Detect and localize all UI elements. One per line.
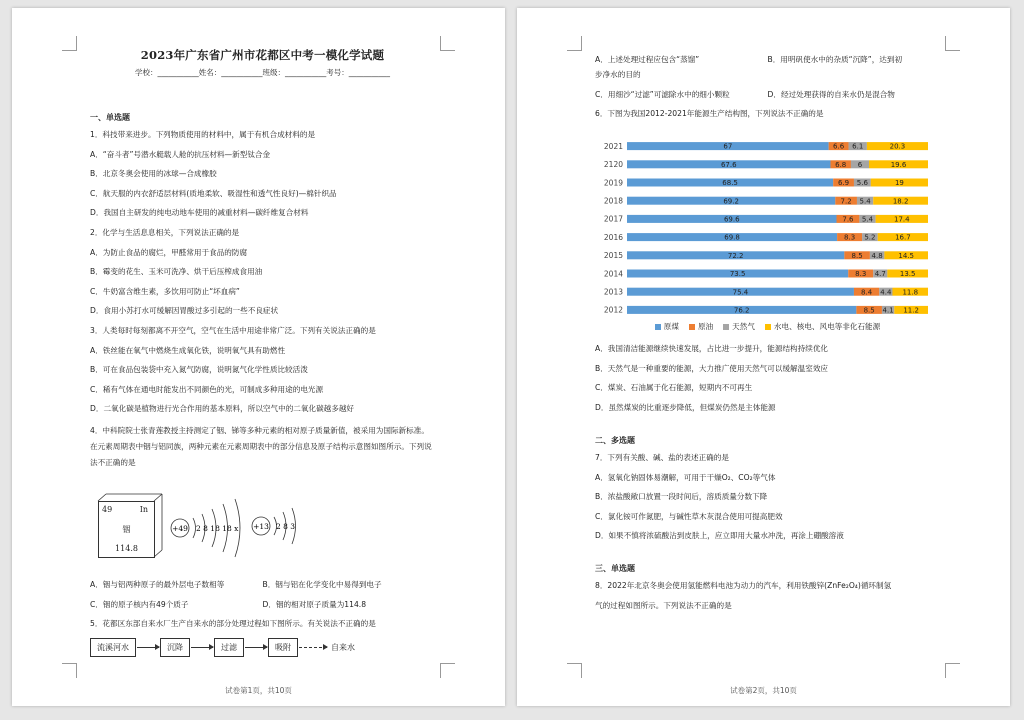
chart-data-label: 19 — [894, 179, 904, 188]
option: D．铟的相对原子质量为114.8 — [262, 599, 367, 609]
option: B．天然气是一种重要的能源，大力推广使用天然气可以缓解温室效应 — [595, 363, 829, 373]
option: D．虽然煤炭的比重逐步降低，但煤炭仍然是主体能源 — [595, 402, 776, 412]
flow-arrow — [245, 647, 267, 648]
flow-step-sedimentation: 沉降 — [160, 638, 190, 657]
chart-legend — [595, 321, 940, 332]
legend-item — [723, 321, 755, 332]
option: B．北京冬奥会使用的冰球—合成橡胶 — [90, 169, 217, 179]
option: B．浓盐酸敞口放置一段时间后，溶质质量分数下降 — [595, 492, 768, 502]
page-2-content — [595, 54, 940, 620]
chart-data-label: 73.5 — [729, 270, 746, 279]
option: C．稀有气体在通电时能发出不同颜色的光，可制成多种用途的电光源 — [90, 384, 324, 394]
chart-data-label: 17.4 — [894, 215, 910, 224]
chart-category-label: 2015 — [603, 251, 623, 261]
page-corner-mark — [440, 663, 455, 678]
option-row — [595, 89, 940, 100]
chart-data-label: 5.4 — [861, 215, 874, 224]
option: B．霉变的花生、玉米可洗净、烘干后压榨成食用油 — [90, 267, 263, 277]
indium-electron-shells: 2 8 18 18 x — [196, 523, 239, 533]
chart-data-label: 6.9 — [837, 179, 850, 188]
legend-item — [765, 321, 880, 332]
flow-step-adsorption: 吸附 — [268, 638, 298, 657]
option-row — [595, 54, 940, 65]
chart-data-label: 69.2 — [723, 197, 739, 206]
chart-category-label: 2016 — [603, 233, 623, 243]
chart-data-label: 18.2 — [892, 197, 909, 206]
flow-arrow — [191, 647, 213, 648]
chart-category-label: 2019 — [603, 178, 623, 188]
energy-structure-chart — [595, 133, 940, 333]
chart-data-label: 8.3 — [844, 233, 856, 242]
chart-data-label: 8.3 — [855, 270, 867, 279]
option: B．可在食品包装袋中充入氮气防腐，说明氮气化学性质比较活泼 — [90, 365, 308, 375]
option: C．氯化铵可作氮肥，与碱性草木灰混合使用可提高肥效 — [595, 511, 783, 521]
chart-category-label: 2014 — [603, 269, 623, 279]
water-treatment-flow — [90, 638, 435, 657]
page-corner-mark — [440, 36, 455, 51]
chart-data-label: 72.2 — [727, 252, 744, 261]
legend-swatch — [655, 324, 661, 330]
option: A．上述处理过程应包含“蒸馏” — [595, 55, 700, 64]
question-stem: 4．中科院院士张青莲教授主持测定了铟、锑等多种元素的相对原子质量新值，被采用为国际新标准。在元素周期表中铟与铝同族，两种元素在元素周期表中的部分信息及原子结构示意图如图所示。下列说法不正确的是 — [90, 425, 432, 467]
legend-swatch — [765, 324, 771, 330]
question-stem: 7．下列有关酸、碱、盐的表述正确的是 — [595, 452, 729, 462]
chart-data-label: 76.2 — [733, 306, 750, 315]
section-heading: 三、单选题 — [595, 564, 635, 574]
chart-data-label: 8.4 — [861, 288, 873, 297]
page-corner-mark — [567, 36, 582, 51]
chart-category-label: 2012 — [603, 305, 623, 315]
question-stem: 5．花都区东部自来水厂生产自来水的部分处理过程如下图所示。有关说法不正确的是 — [90, 619, 376, 629]
student-info-line: 学校：___________姓名：___________班级：___________考号：___________ — [135, 68, 390, 77]
flow-step-river-water: 流溪河水 — [90, 638, 136, 657]
page-footer: 试卷第2页，共10页 — [730, 686, 797, 695]
chart-data-label: 4.7 — [874, 270, 886, 279]
option: A．氢氧化钠固体易潮解，可用于干燥O₂、CO₂等气体 — [595, 472, 776, 482]
option: A．我国清洁能源继续快速发展，占比进一步提升，能源结构持续优化 — [595, 344, 829, 354]
chart-data-label: 20.3 — [889, 142, 906, 151]
option: D．如果不慎将浓硫酸沾到皮肤上，应立即用大量水冲洗，再涂上硼酸溶液 — [595, 531, 844, 541]
element-symbol: In — [139, 504, 148, 514]
legend-label: 原煤 — [663, 322, 679, 332]
stacked-bar-chart — [595, 133, 940, 319]
question-stem: 6．下图为我国2012-2021年能源生产结构图，下列说法不正确的是 — [595, 109, 824, 119]
legend-swatch — [723, 324, 729, 330]
chart-data-label: 11.2 — [903, 306, 919, 315]
flow-arrow-dashed — [299, 647, 327, 648]
page-1-content — [90, 50, 435, 657]
flow-step-filtration: 过滤 — [214, 638, 244, 657]
element-name: 铟 — [122, 524, 131, 534]
chart-data-label: 6.8 — [835, 161, 847, 170]
page-1 — [12, 8, 505, 706]
chart-data-label: 5.4 — [859, 197, 871, 206]
question-stem: 2．化学与生活息息相关，下列说法正确的是 — [90, 227, 240, 237]
chart-data-label: 69.6 — [723, 215, 740, 224]
chart-data-label: 4.8 — [871, 252, 883, 261]
option: D．食用小苏打水可缓解因胃酸过多引起的一些不良症状 — [90, 306, 279, 316]
cube-depth-lines — [98, 494, 162, 557]
option-continued: 步净水的目的 — [595, 70, 641, 79]
page-corner-mark — [945, 36, 960, 51]
page-corner-mark — [62, 663, 77, 678]
chart-data-label: 8.5 — [851, 252, 863, 261]
chart-data-label: 6.6 — [833, 142, 845, 151]
option: C．牛奶富含维生素，多饮用可防止“坏血病” — [90, 286, 240, 296]
legend-label: 原油 — [697, 322, 714, 332]
chart-data-label: 16.7 — [895, 233, 911, 242]
chart-data-label: 14.5 — [898, 252, 914, 261]
chart-data-label: 11.8 — [902, 288, 919, 297]
legend-item — [689, 321, 713, 332]
chart-data-label: 7.6 — [842, 215, 854, 224]
chart-data-label: 8.5 — [863, 306, 875, 315]
question-stem-continued: 气的过程如图所示。下列说法不正确的是 — [595, 600, 732, 610]
chart-category-label: 2120 — [603, 160, 623, 170]
flow-end-tap-water: 自来水 — [331, 642, 355, 652]
indium-nucleus-label: +49 — [172, 523, 188, 533]
option-row — [90, 579, 435, 590]
chart-data-label: 5.6 — [856, 179, 868, 188]
flow-arrow — [137, 647, 159, 648]
option: D．经过处理获得的自来水仍是混合物 — [767, 89, 895, 99]
page-corner-mark — [62, 36, 77, 51]
page-2 — [517, 8, 1010, 706]
chart-category-label: 2018 — [603, 196, 623, 206]
section-heading: 二、多选题 — [595, 435, 635, 445]
chart-data-label: 6 — [857, 161, 863, 170]
question-stem: 3．人类每时每刻都离不开空气，空气在生活中用途非常广泛。下列有关说法正确的是 — [90, 325, 376, 335]
chart-category-label: 2013 — [603, 287, 623, 297]
legend-item — [655, 321, 679, 332]
atomic-structure-diagrams — [90, 481, 435, 573]
option: C．航天服的内衣舒适层材料(质地柔软、吸湿性和透气性良好)—棉针织品 — [90, 188, 337, 198]
chart-data-label: 6.1 — [852, 142, 864, 151]
chart-data-label: 67 — [723, 142, 733, 151]
chart-data-label: 7.2 — [840, 197, 852, 206]
option: A．“奋斗者”号潜水艇载人舱的抗压材料—新型钛合金 — [90, 149, 271, 159]
aluminum-nucleus-label: +13 — [253, 521, 269, 531]
section-heading: 一、单选题 — [90, 113, 130, 122]
option: A．铁丝能在氧气中燃烧生成氧化铁，说明氧气具有助燃性 — [90, 345, 286, 355]
aluminum-electron-shells: 2 8 3 — [276, 521, 296, 531]
option: B．铟与铝在化学变化中易得到电子 — [262, 579, 382, 589]
option: C．铟的原子核内有49个质子 — [90, 599, 189, 609]
chart-data-label: 4.4 — [880, 288, 892, 297]
chart-data-label: 69.8 — [724, 233, 740, 242]
option: D．二氧化碳是植物进行光合作用的基本原料，所以空气中的二氧化碳越多越好 — [90, 404, 355, 414]
question-stem: 1．科技带来进步。下列物质使用的材料中，属于有机合成材料的是 — [90, 130, 316, 139]
option: B．用明矾使水中的杂质“沉降”，达到初 — [767, 55, 903, 64]
atomic-mass: 114.8 — [115, 543, 138, 553]
chart-data-label: 75.4 — [732, 288, 749, 297]
chart-data-label: 19.6 — [890, 161, 907, 170]
chart-data-label: 5.2 — [864, 233, 876, 242]
option: D．我国自主研发的纯电动地车使用的减重材料—碳纤维复合材料 — [90, 208, 309, 218]
option: A．为防止食品的腐烂，甲醛常用于食品的防腐 — [90, 247, 248, 257]
indium-aluminum-figure — [90, 481, 435, 573]
chart-data-label: 67.6 — [720, 161, 737, 170]
chart-data-label: 68.5 — [722, 179, 738, 188]
chart-category-label: 2017 — [603, 214, 623, 224]
legend-label: 天然气 — [732, 322, 755, 332]
atomic-number: 49 — [102, 504, 113, 514]
legend-swatch — [689, 324, 695, 330]
chart-category-label: 2021 — [603, 142, 623, 152]
question-stem: 8．2022年北京冬奥会使用氢能燃料电池为动力的汽车，利用铁酸锌(ZnFe₂O₄)循环制氢 — [595, 581, 892, 591]
chart-data-label: 4.1 — [882, 306, 894, 315]
page-corner-mark — [945, 663, 960, 678]
option: C．用细沙“过滤”可滤除水中的细小颗粒 — [595, 89, 730, 99]
chart-data-label: 13.5 — [899, 270, 916, 279]
page-corner-mark — [567, 663, 582, 678]
legend-label: 水电、核电、风电等非化石能源 — [773, 322, 881, 332]
exam-title: 2023年广东省广州市花都区中考一模化学试题 — [140, 48, 385, 62]
page-footer: 试卷第1页，共10页 — [225, 686, 292, 695]
option: A．铟与铝两种原子的最外层电子数相等 — [90, 579, 225, 589]
option-row — [90, 599, 435, 610]
option: C．煤炭、石油属于化石能源，短期内不可再生 — [595, 383, 753, 393]
